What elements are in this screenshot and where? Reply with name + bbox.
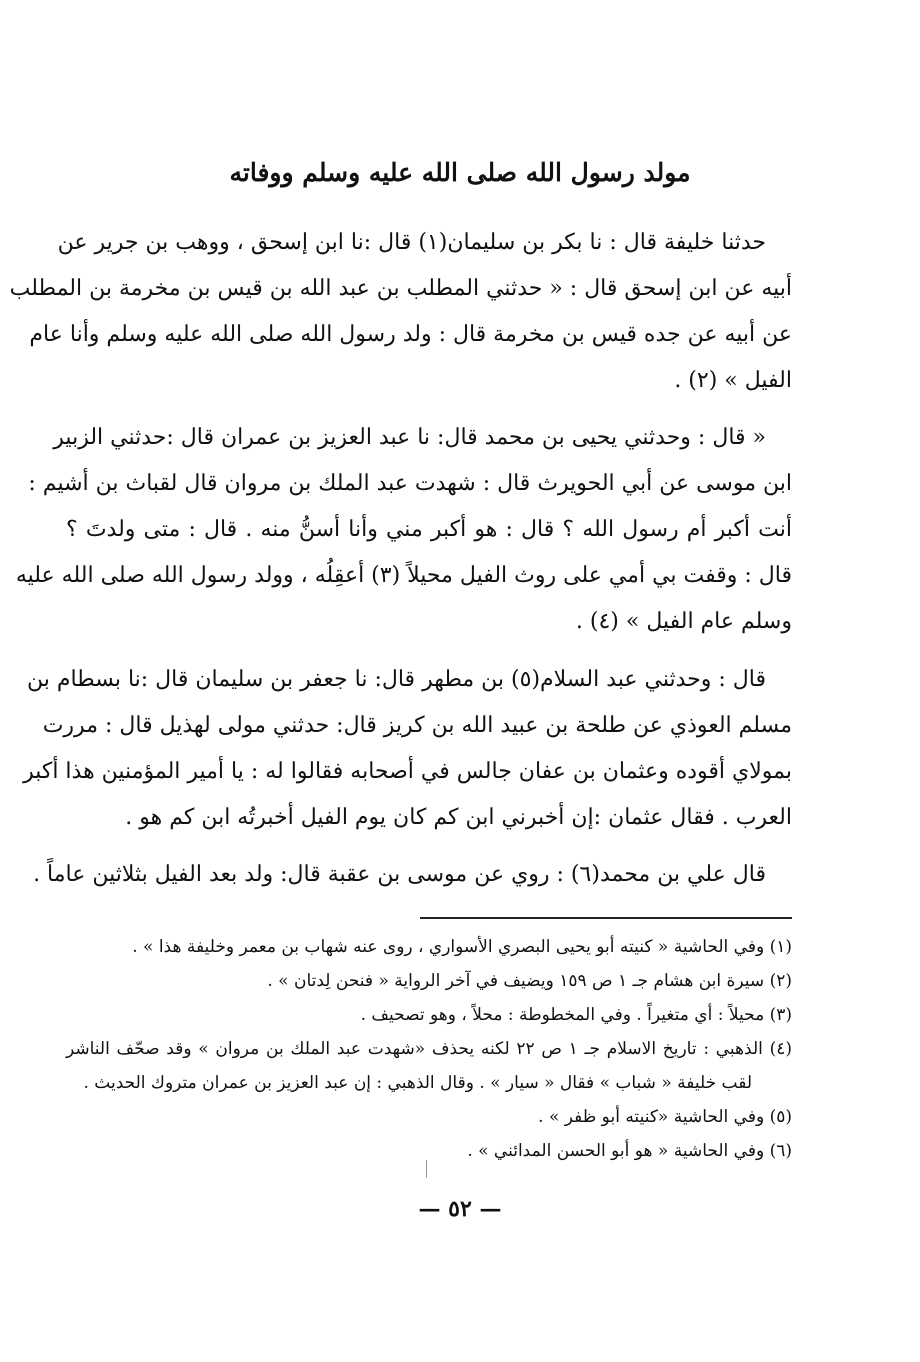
text-line: الفيل » (٢) . xyxy=(674,368,792,393)
scan-mark xyxy=(426,1160,427,1178)
footnote-6: (٦) وفي الحاشية « هو أبو الحسن المدائني » . xyxy=(467,1141,792,1161)
text-line: أنت أكبر أم رسول الله ؟ قال : هو أكبر مني وأنا أسنُّ منه . قال : متى ولدتَ ؟ xyxy=(66,517,792,542)
text-line: قال : وقفت بي أمي على روث الفيل محيلاً (٣) أعقِلُه ، وولد رسول الله صلى الله عليه xyxy=(15,563,792,588)
text-line: مسلم العوذي عن طلحة بن عبيد الله بن كريز قال: حدثني مولى لهذيل قال : مررت xyxy=(42,713,792,738)
text-line: ابن موسى عن أبي الحويرث قال : شهدت عبد الملك بن مروان قال لقباث بن أشيم : xyxy=(28,471,792,496)
text-line: قال : وحدثني عبد السلام(٥) بن مطهر قال: نا جعفر بن سليمان قال :نا بسطام بن xyxy=(26,667,766,692)
footnote-5: (٥) وفي الحاشية «كنيته أبو ظفر » . xyxy=(538,1107,792,1127)
text-line: وسلم عام الفيل » (٤) . xyxy=(575,609,792,634)
text-line: قال علي بن محمد(٦) : روي عن موسى بن عقبة قال: ولد بعد الفيل بثلاثين عاماً . xyxy=(33,862,766,887)
paragraph-1 xyxy=(9,220,792,404)
footnote-3: (٣) محيلاً : أي متغيراً . وفي المخطوطة : محلاً ، وهو تصحيف . xyxy=(360,1005,792,1025)
paragraph-2 xyxy=(15,415,792,645)
footnote-1: (١) وفي الحاشية « كنيته أبو يحيى البصري الأسواري ، روى عنه شهاب بن معمر وخليفة هذا » . xyxy=(132,937,792,957)
footnote-2: (٢) سيرة ابن هشام جـ ١ ص ١٥٩ ويضيف في آخر الرواية « فنحن لِدتان » . xyxy=(267,971,792,991)
footnote-4-continued: لقب خليفة « شباب » فقال « سيار » . وقال الذهبي : إن عبد العزيز بن عمران متروك الحديث . xyxy=(83,1073,752,1093)
text-line: « قال : وحدثني يحيى بن محمد قال: نا عبد العزيز بن عمران قال :حدثني الزبير xyxy=(53,425,766,450)
footnote-4: (٤) الذهبي : تاريخ الاسلام جـ ١ ص ٢٢ لكنه يحذف «شهدت عبد الملك بن مروان » وقد صحّف الناشر xyxy=(66,1039,792,1059)
text-line: بمولاي أقوده وعثمان بن عفان جالس في أصحابه فقالوا له : يا أمير المؤمنين هذا أكبر xyxy=(23,759,792,784)
paragraph-3 xyxy=(23,657,792,841)
footnote-separator xyxy=(420,917,792,919)
paragraph-4 xyxy=(33,852,792,898)
page-number: — ٥٢ — xyxy=(418,1196,502,1222)
text-line: حدثنا خليفة قال : نا بكر بن سليمان(١) قال :نا ابن إسحق ، ووهب بن جرير عن xyxy=(57,230,766,255)
footnotes xyxy=(66,930,792,1168)
text-line: العرب . فقال عثمان :إن أخبرني ابن كم كان يوم الفيل أخبرتُه ابن كم هو . xyxy=(125,805,792,830)
text-line: عن أبيه عن جده قيس بن مخرمة قال : ولد رسول الله صلى الله عليه وسلم وأنا عام xyxy=(29,322,792,347)
text-line: أبيه عن ابن إسحق قال : « حدثني المطلب بن عبد الله بن قيس بن مخرمة بن المطلب xyxy=(9,276,792,301)
chapter-title: مولد رسول الله صلى الله عليه وسلم ووفاته xyxy=(229,158,691,187)
